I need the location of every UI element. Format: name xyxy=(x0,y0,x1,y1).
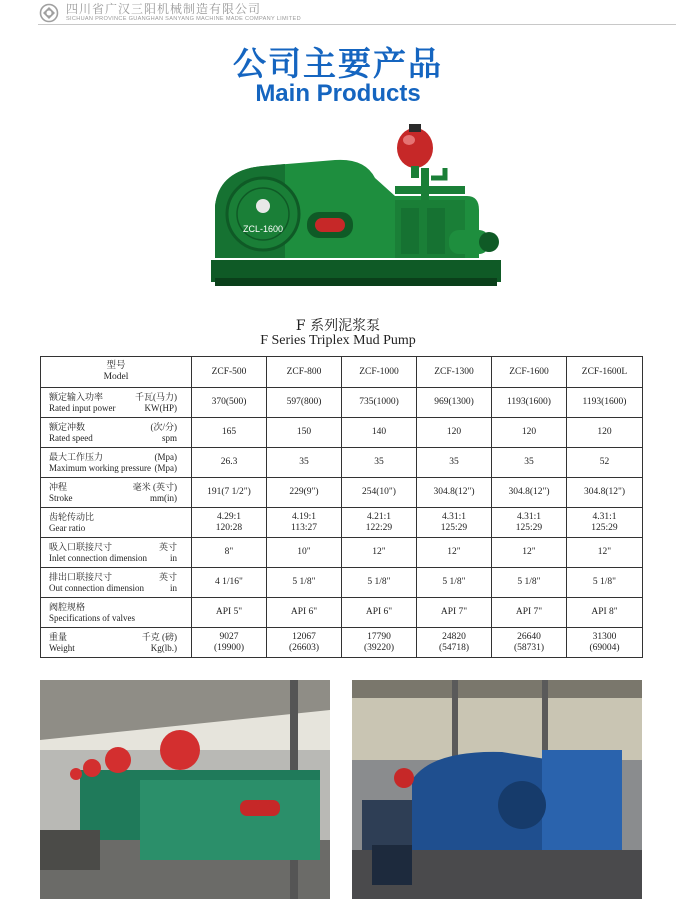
row-label-cell xyxy=(41,418,192,448)
spec-value-cell xyxy=(192,598,267,628)
spec-value: 120:28 xyxy=(215,522,243,533)
spec-value-cell xyxy=(192,388,267,418)
spec-value: 5 1/8" xyxy=(292,577,316,588)
spec-value: 9027 xyxy=(219,631,239,642)
table-row xyxy=(41,478,643,508)
spec-value: 4.29:1 xyxy=(216,511,241,522)
spec-value-cell xyxy=(342,598,417,628)
row-label-cell xyxy=(41,508,192,538)
row-label-en-line xyxy=(49,643,191,653)
spec-value-cell xyxy=(192,418,267,448)
spec-value: 17790 xyxy=(367,631,391,642)
spec-value: (58731) xyxy=(513,642,545,653)
row-unit-en: KW(HP) xyxy=(144,402,177,413)
model-name-cell: ZCF-1300 xyxy=(417,357,492,388)
row-label-cn: 冲程 xyxy=(49,482,68,493)
spec-value: 597(800) xyxy=(286,397,322,408)
spec-value-cell xyxy=(417,508,492,538)
spec-value: 4.31:1 xyxy=(516,511,541,522)
row-unit-cn: 千瓦(马力) xyxy=(135,392,177,403)
spec-value-cell xyxy=(567,448,643,478)
spec-value: 150 xyxy=(296,427,312,438)
model-plate: ZCL-1600 xyxy=(242,224,284,234)
row-label-en-line xyxy=(49,433,191,443)
row-label-cn-line xyxy=(49,602,191,612)
spec-value: (26603) xyxy=(288,642,320,653)
spec-value: 120 xyxy=(521,427,537,438)
spec-value: 5 1/8" xyxy=(442,577,466,588)
spec-value-cell xyxy=(492,388,567,418)
row-label-en: Weight xyxy=(49,642,75,653)
spec-value-cell xyxy=(267,418,342,448)
row-label-en-line xyxy=(49,583,191,593)
spec-value-cell xyxy=(567,388,643,418)
spec-value: 12" xyxy=(597,547,612,558)
spec-value: API 6" xyxy=(365,607,393,618)
spec-value-cell xyxy=(342,538,417,568)
header-divider xyxy=(38,24,676,25)
spec-value-cell xyxy=(567,478,643,508)
spec-value: 35 xyxy=(374,457,384,468)
spec-value: (54718) xyxy=(438,642,470,653)
spec-value-cell xyxy=(267,538,342,568)
spec-value-cell xyxy=(342,418,417,448)
spec-value-cell xyxy=(492,538,567,568)
row-label-cn: 额定输入功率 xyxy=(49,392,104,403)
spec-value: API 7" xyxy=(440,607,468,618)
spec-value: 12" xyxy=(447,547,461,558)
spec-value: API 7" xyxy=(515,607,543,618)
row-unit-en: in xyxy=(169,582,177,593)
row-label-en-line xyxy=(49,403,191,413)
spec-value: 52 xyxy=(599,457,610,468)
spec-value-cell xyxy=(342,388,417,418)
table-row xyxy=(41,448,643,478)
spec-value-cell xyxy=(492,598,567,628)
table-row xyxy=(41,538,643,568)
spec-value: API 8" xyxy=(591,607,618,618)
model-name-cell: ZCF-500 xyxy=(192,357,267,388)
spec-value: 122:29 xyxy=(365,522,393,533)
spec-value-cell xyxy=(192,538,267,568)
row-label-en-line xyxy=(49,553,191,563)
table-row xyxy=(41,508,643,538)
spec-value-cell xyxy=(492,418,567,448)
spec-value: 969(1300) xyxy=(434,397,474,408)
row-label-cn: 重量 xyxy=(49,632,68,643)
row-label-cn-line xyxy=(49,572,191,582)
spec-value-cell xyxy=(192,448,267,478)
spec-value: 26640 xyxy=(517,631,541,642)
spec-value-cell xyxy=(342,478,417,508)
row-label-cn: 齿轮传动比 xyxy=(49,512,95,523)
model-label-en: Model xyxy=(103,372,129,382)
spec-value: 370(500) xyxy=(211,397,247,408)
company-name xyxy=(66,3,301,23)
spec-value-cell xyxy=(417,598,492,628)
row-unit-cn: 英寸 xyxy=(158,542,177,553)
row-unit-cn: 英寸 xyxy=(158,572,177,583)
spec-value: 113:27 xyxy=(290,522,318,533)
model-name-cell: ZCF-1600L xyxy=(567,357,643,388)
spec-value: 31300 xyxy=(592,631,617,642)
row-unit-en: spm xyxy=(161,432,177,443)
spec-value: (19900) xyxy=(213,642,245,653)
spec-value-cell xyxy=(267,628,342,658)
row-label-cn-line xyxy=(49,482,191,492)
spec-value-cell xyxy=(417,628,492,658)
spec-value-cell xyxy=(417,418,492,448)
spec-table xyxy=(40,356,643,658)
factory-photo-blue-pump xyxy=(352,680,642,899)
model-name-cell: ZCF-1600 xyxy=(492,357,567,388)
spec-value: 120 xyxy=(597,427,612,438)
spec-value: 4.19:1 xyxy=(291,511,316,522)
table-row xyxy=(41,568,643,598)
spec-value-cell xyxy=(567,628,643,658)
product-name-en: F Series Triplex Mud Pump xyxy=(260,333,416,348)
row-unit-cn: 毫米 (英寸) xyxy=(132,482,177,493)
product-name-cn: F 系列泥浆泵 xyxy=(295,318,381,334)
spec-value-cell xyxy=(192,478,267,508)
table-header-row xyxy=(41,357,643,388)
spec-value: 4.31:1 xyxy=(592,511,617,522)
spec-value: 8" xyxy=(224,547,234,558)
row-unit-en: Kg(lb.) xyxy=(150,642,177,653)
row-label-cell xyxy=(41,568,192,598)
spec-value: 304.8(12") xyxy=(508,487,550,498)
spec-value: 304.8(12") xyxy=(433,487,475,498)
row-label-en: Inlet connection dimension xyxy=(49,552,147,563)
row-label-en: Specifications of valves xyxy=(49,612,135,623)
row-label-cell xyxy=(41,478,192,508)
model-name-cell: ZCF-800 xyxy=(267,357,342,388)
spec-value-cell xyxy=(492,478,567,508)
spec-value: 120 xyxy=(446,427,462,438)
spec-value-cell xyxy=(192,628,267,658)
row-label-cn: 阀腔规格 xyxy=(49,602,86,613)
spec-value: 24820 xyxy=(442,631,466,642)
spec-value-cell xyxy=(567,568,643,598)
table-row xyxy=(41,628,643,658)
spec-value: 125:29 xyxy=(440,522,468,533)
spec-value: 1193(1600) xyxy=(507,397,551,408)
mud-pump-image xyxy=(205,118,505,293)
spec-value: 4.31:1 xyxy=(441,511,466,522)
row-label-en: Maximum working pressure xyxy=(49,462,151,473)
spec-value-cell xyxy=(342,628,417,658)
row-label-en: Gear ratio xyxy=(49,522,86,533)
row-label-en: Out connection dimension xyxy=(49,582,144,593)
company-logo-icon xyxy=(38,3,60,23)
spec-value: 1193(1600) xyxy=(582,397,627,408)
row-label-cell xyxy=(41,388,192,418)
row-label-en: Rated speed xyxy=(49,432,93,443)
spec-value: (69004) xyxy=(589,642,620,653)
spec-value: 140 xyxy=(371,427,387,438)
row-label-cell xyxy=(41,448,192,478)
row-label-en-line xyxy=(49,613,191,623)
spec-value: 191(7 1/2") xyxy=(207,487,251,498)
spec-value: API 6" xyxy=(290,607,318,618)
row-unit-en: (Mpa) xyxy=(154,462,177,473)
spec-value: 304.8(12") xyxy=(583,487,626,498)
row-label-cn: 吸入口联接尺寸 xyxy=(49,542,113,553)
spec-value-cell xyxy=(417,448,492,478)
spec-value-cell xyxy=(267,568,342,598)
row-label-en-line xyxy=(49,523,191,533)
row-label-cn-line xyxy=(49,542,191,552)
spec-value-cell xyxy=(492,568,567,598)
row-unit-cn: (Mpa) xyxy=(154,452,177,463)
spec-value: 254(10") xyxy=(362,487,396,498)
spec-value: 12" xyxy=(372,547,386,558)
row-label-cn-line xyxy=(49,422,191,432)
spec-value-cell xyxy=(492,508,567,538)
row-label-en: Rated input power xyxy=(49,402,116,413)
row-label-cn: 排出口联接尺寸 xyxy=(49,572,113,583)
table-row xyxy=(41,388,643,418)
spec-value: 10" xyxy=(297,547,311,558)
spec-value-cell xyxy=(192,568,267,598)
table-row xyxy=(41,598,643,628)
row-label-cn-line xyxy=(49,512,191,522)
row-unit-cn: (次/分) xyxy=(150,422,177,433)
spec-value-cell xyxy=(417,388,492,418)
spec-value: API 5" xyxy=(215,607,243,618)
row-label-cn-line xyxy=(49,452,191,462)
spec-value-cell xyxy=(567,418,643,448)
row-label-en: Stroke xyxy=(49,492,73,503)
model-label-cn: 型号 xyxy=(106,361,126,372)
spec-value-cell xyxy=(567,508,643,538)
row-label-cell xyxy=(41,538,192,568)
row-label-cell xyxy=(41,598,192,628)
spec-value-cell xyxy=(342,448,417,478)
spec-value-cell xyxy=(267,478,342,508)
spec-value: (39220) xyxy=(363,642,395,653)
spec-value: 5 1/8" xyxy=(517,577,541,588)
row-label-cn-line xyxy=(49,632,191,642)
spec-value-cell xyxy=(342,568,417,598)
table-row xyxy=(41,418,643,448)
factory-photo-green-pumps xyxy=(40,680,330,899)
spec-value: 12" xyxy=(522,547,536,558)
row-label-en-line xyxy=(49,463,191,473)
company-name-cn: 四川省广汉三阳机械制造有限公司 xyxy=(66,2,262,17)
spec-value: 5 1/8" xyxy=(592,577,617,588)
spec-value: 35 xyxy=(299,457,309,468)
spec-value-cell xyxy=(492,628,567,658)
spec-value: 4 1/16" xyxy=(215,577,243,588)
spec-value-cell xyxy=(192,508,267,538)
spec-value: 35 xyxy=(449,457,459,468)
page-title-cn: 公司主要产品 xyxy=(233,44,443,83)
spec-value: 165 xyxy=(221,427,237,438)
spec-value-cell xyxy=(267,388,342,418)
spec-value-cell xyxy=(492,448,567,478)
row-label-cell xyxy=(41,628,192,658)
row-label-cn-line xyxy=(49,392,191,402)
row-unit-en: in xyxy=(169,552,177,563)
spec-value: 26.3 xyxy=(220,457,238,468)
model-header-cell xyxy=(41,357,192,388)
spec-value-cell xyxy=(567,598,643,628)
spec-value-cell xyxy=(417,568,492,598)
spec-value-cell xyxy=(267,508,342,538)
model-name-cell: ZCF-1000 xyxy=(342,357,417,388)
spec-value: 125:29 xyxy=(591,522,618,533)
row-unit-cn: 千克 (磅) xyxy=(141,632,177,643)
spec-value: 229(9") xyxy=(289,487,319,498)
row-label-en-line xyxy=(49,493,191,503)
page-header xyxy=(38,2,638,24)
spec-value: 125:29 xyxy=(515,522,543,533)
spec-value-cell xyxy=(267,598,342,628)
spec-value-cell xyxy=(567,538,643,568)
spec-value-cell xyxy=(417,538,492,568)
row-unit-en: mm(in) xyxy=(150,492,177,503)
spec-value-cell xyxy=(417,478,492,508)
company-name-en: SICHUAN PROVINCE GUANGHAN SANYANG MACHINE MADE COMPANY LIMITED xyxy=(66,16,301,23)
spec-value: 4.21:1 xyxy=(366,511,391,522)
page-title-en: Main Products xyxy=(255,80,421,107)
spec-value-cell xyxy=(342,508,417,538)
spec-value: 735(1000) xyxy=(359,397,399,408)
row-label-cn: 额定冲数 xyxy=(49,422,86,433)
spec-value: 35 xyxy=(524,457,534,468)
spec-value-cell xyxy=(267,448,342,478)
spec-value: 12067 xyxy=(292,631,316,642)
row-label-cn: 最大工作压力 xyxy=(49,452,104,463)
spec-value: 5 1/8" xyxy=(367,577,391,588)
